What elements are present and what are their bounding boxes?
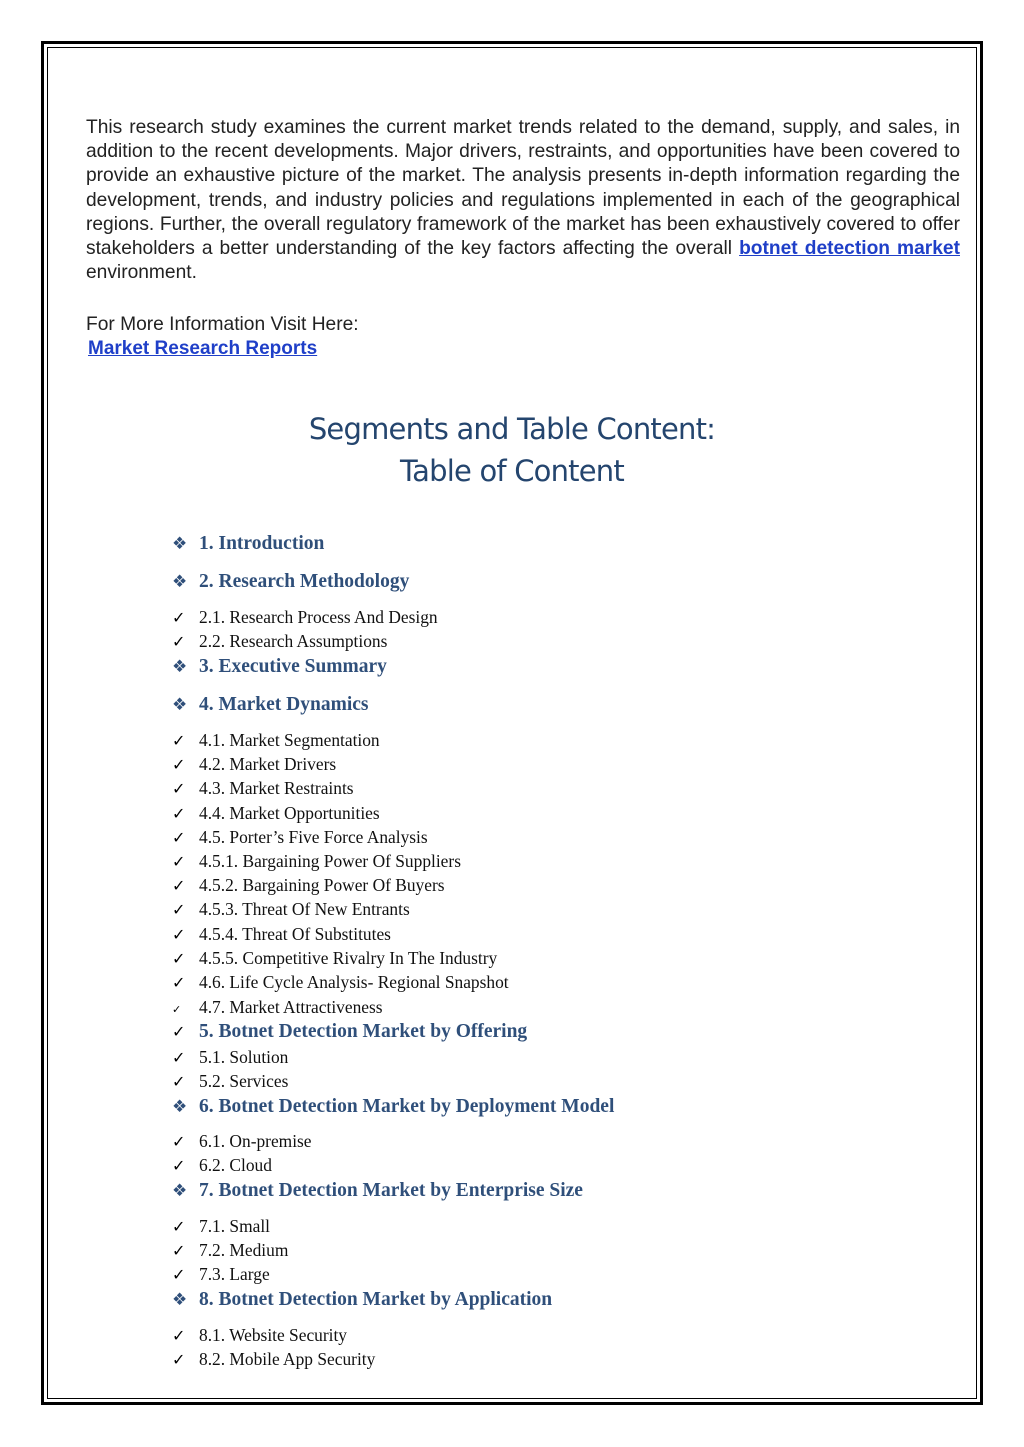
diamond-bullet-icon: ❖: [172, 657, 188, 676]
toc-label: 4.4. Market Opportunities: [199, 803, 380, 823]
toc-item: [172, 1071, 288, 1092]
toc-label: 6.2. Cloud: [199, 1155, 272, 1175]
toc-label: 4.7. Market Attractiveness: [199, 997, 383, 1017]
checkmark-bullet-icon: ✓: [172, 757, 186, 774]
toc-item: [172, 607, 438, 628]
checkmark-bullet-icon: ✓: [172, 610, 186, 627]
checkmark-bullet-icon: ✓: [172, 854, 186, 871]
toc-label: 1. Introduction: [199, 533, 325, 554]
toc-label: 5.1. Solution: [199, 1047, 289, 1067]
toc-item: [172, 851, 461, 872]
checkmark-bullet-icon: ✓: [172, 1050, 186, 1067]
toc-label: 4.6. Life Cycle Analysis- Regional Snapshot: [199, 972, 509, 992]
toc-item: [172, 730, 380, 751]
checkmark-bullet-icon: ✓: [172, 830, 186, 847]
toc-label: 4.5.1. Bargaining Power Of Suppliers: [199, 851, 461, 871]
diamond-bullet-icon: ❖: [172, 1290, 188, 1309]
toc-item: [172, 997, 383, 1018]
toc-section: [172, 1289, 552, 1311]
checkmark-bullet-icon: ✓: [172, 1267, 186, 1284]
checkmark-bullet-icon: ✓: [172, 781, 186, 798]
checkmark-bullet-icon: ✓: [172, 1243, 186, 1260]
checkmark-bullet-icon: ✓: [172, 1004, 182, 1016]
toc-label: 7.1. Small: [199, 1216, 271, 1236]
diamond-bullet-icon: ❖: [172, 1181, 188, 1200]
toc-label: 6.1. On-premise: [199, 1131, 312, 1151]
checkmark-bullet-icon: ✓: [172, 1074, 186, 1091]
toc-section: [172, 1180, 583, 1202]
toc-item: [172, 778, 354, 799]
checkmark-bullet-icon: ✓: [172, 878, 186, 895]
toc-item: [172, 899, 410, 920]
toc-section: [172, 656, 387, 678]
toc-label: 7.2. Medium: [199, 1240, 289, 1260]
toc-label: 4.2. Market Drivers: [199, 754, 337, 774]
toc-section: [172, 694, 369, 716]
checkmark-bullet-icon: ✓: [172, 1024, 186, 1041]
checkmark-bullet-icon: ✓: [172, 733, 186, 750]
toc-label: 5.2. Services: [199, 1071, 289, 1091]
toc-label: 4.5.2. Bargaining Power Of Buyers: [199, 875, 445, 895]
toc-item: [172, 1349, 375, 1370]
checkmark-bullet-icon: ✓: [172, 902, 186, 919]
toc-heading: Table of Content: [400, 454, 624, 488]
toc-item: [172, 1325, 347, 1346]
checkmark-bullet-icon: ✓: [172, 1328, 186, 1345]
toc-label: 4.5.5. Competitive Rivalry In The Industry: [199, 948, 498, 968]
toc-label: 4.5.3. Threat Of New Entrants: [199, 899, 410, 919]
intro-text-after: environment.: [86, 262, 197, 284]
diamond-bullet-icon: ❖: [172, 572, 188, 591]
toc-item: [172, 1131, 312, 1152]
toc-item: [172, 631, 387, 652]
toc-label: 4.5.4. Threat Of Substitutes: [199, 924, 391, 944]
toc-label: 3. Executive Summary: [199, 656, 387, 677]
checkmark-bullet-icon: ✓: [172, 975, 186, 992]
toc-label: 8.1. Website Security: [199, 1325, 348, 1345]
toc-label: 7.3. Large: [199, 1264, 270, 1284]
toc-item: [172, 875, 445, 896]
toc-item: [172, 1240, 288, 1261]
checkmark-bullet-icon: ✓: [172, 1158, 186, 1175]
toc-label: 4.3. Market Restraints: [199, 778, 354, 798]
toc-item: [172, 1216, 270, 1237]
checkmark-bullet-icon: ✓: [172, 1219, 186, 1236]
more-info-label: For More Information Visit Here:: [86, 314, 359, 335]
intro-text-before: This research study examines the current market trends related to the demand, supply, and sales, in addition to the recent developments. Major drivers, restraints, and opportunities have been covered to provide an exhaustive picture of the market. The analysis presents in-depth information regarding the development, trends, and industry policies and regulations implemented in each of the geographical regions. Further, the overall regulatory framework of the market has been exhaustively covered to offer stakeholders a better understanding of the key factors affecting the overall: [86, 117, 960, 260]
toc-label: 4.5. Porter’s Five Force Analysis: [199, 827, 428, 847]
diamond-bullet-icon: ❖: [172, 695, 188, 714]
market-research-reports-link[interactable]: Market Research Reports: [88, 338, 318, 359]
checkmark-bullet-icon: ✓: [172, 951, 186, 968]
toc-item: [172, 948, 497, 969]
checkmark-bullet-icon: ✓: [172, 1352, 186, 1369]
toc-label: 2.2. Research Assumptions: [199, 631, 388, 651]
diamond-bullet-icon: ❖: [172, 534, 188, 553]
checkmark-bullet-icon: ✓: [172, 806, 186, 823]
toc-item: [172, 827, 428, 848]
toc-label: 2. Research Methodology: [199, 571, 410, 592]
section-heading: Segments and Table Content:: [308, 412, 716, 446]
toc-item: [172, 1047, 288, 1068]
toc-item: [172, 1155, 272, 1176]
toc-item: [172, 1264, 270, 1285]
toc-item: [172, 754, 336, 775]
toc-item: [172, 924, 391, 945]
toc-label: 4.1. Market Segmentation: [199, 730, 380, 750]
toc-section: [172, 1021, 527, 1043]
botnet-detection-market-link[interactable]: botnet detection market: [739, 238, 960, 260]
toc-label: 4. Market Dynamics: [199, 694, 369, 715]
toc-label: 6. Botnet Detection Market by Deployment Model: [199, 1096, 615, 1117]
toc-section: [172, 571, 409, 593]
toc-label: 8.2. Mobile App Security: [199, 1349, 376, 1369]
toc-label: 2.1. Research Process And Design: [199, 607, 438, 627]
toc-label: 5. Botnet Detection Market by Offering: [199, 1021, 528, 1042]
toc-item: [172, 803, 380, 824]
toc-label: 7. Botnet Detection Market by Enterprise Size: [199, 1180, 583, 1201]
toc-section: [172, 533, 324, 555]
checkmark-bullet-icon: ✓: [172, 927, 186, 944]
checkmark-bullet-icon: ✓: [172, 1134, 186, 1151]
checkmark-bullet-icon: ✓: [172, 634, 186, 651]
toc-label: 8. Botnet Detection Market by Application: [199, 1289, 553, 1310]
diamond-bullet-icon: ❖: [172, 1097, 188, 1116]
toc-item: [172, 972, 509, 993]
toc-section: [172, 1096, 614, 1118]
